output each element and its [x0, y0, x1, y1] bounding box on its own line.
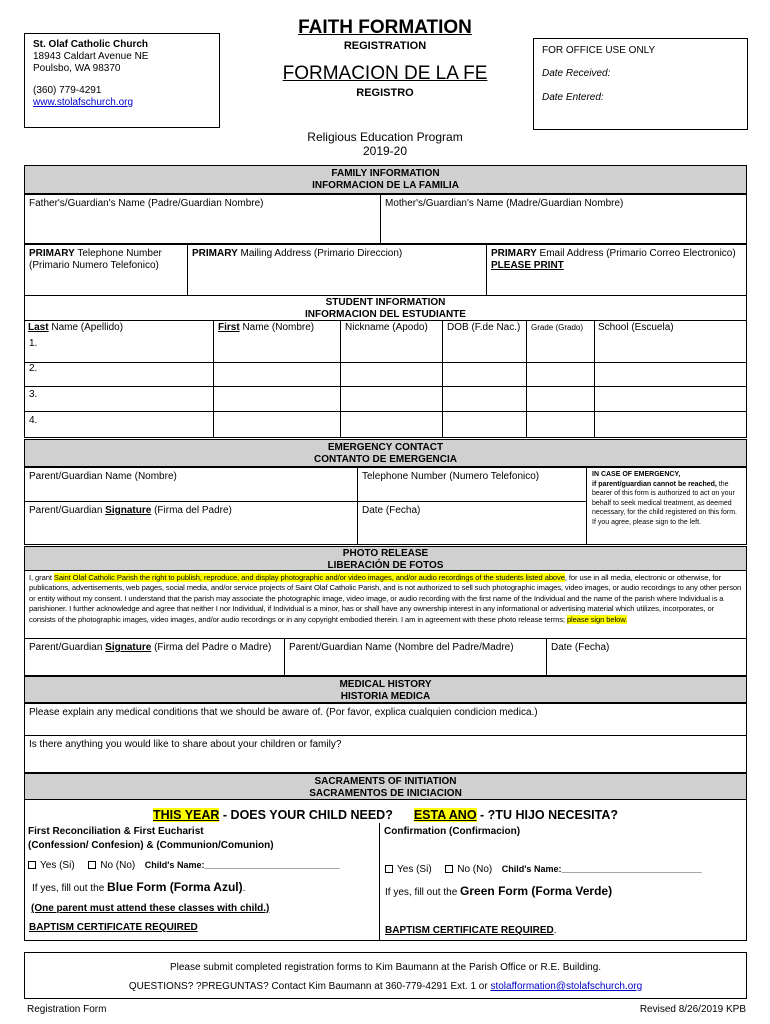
student-heading: STUDENT INFORMATION [325, 297, 446, 308]
photo-heading: PHOTO RELEASE [342, 548, 429, 559]
left-options [28, 860, 340, 871]
left-no: No (No) [100, 860, 136, 871]
footer-questions [25, 981, 746, 993]
left-baptism-required: BAPTISM CERTIFICATE REQUIRED [29, 922, 198, 933]
primary-phone-label: Telephone Number [74, 248, 162, 259]
parish-phone: (360) 779-4291 [33, 85, 102, 96]
primary-phone-bold: PRIMARY [29, 248, 75, 259]
parish-website-link[interactable]: www.stolafschurch.org [33, 97, 134, 108]
family-heading-es: INFORMACION DE LA FAMILIA [312, 180, 459, 191]
col-divider [526, 320, 527, 362]
col-dob: DOB (F.de Nac.) [447, 322, 521, 333]
sacraments-divider [379, 823, 380, 941]
date-received-label: Date Received: [542, 68, 611, 79]
family-section-header [24, 165, 747, 194]
right-if-yes [385, 884, 612, 898]
emergency-heading-es: CONTANTO DE EMERGENCIA [314, 454, 457, 465]
right-child-name[interactable]: Child's Name:____________________________ [501, 864, 702, 874]
blue-form: Blue Form (Forma Azul) [107, 880, 243, 894]
email-please-print: PLEASE PRINT [491, 260, 564, 271]
one-parent-note: (One parent must attend these classes with child.) [31, 903, 270, 914]
emergency-phone-label: Telephone Number (Numero Telefonico) [362, 471, 540, 482]
col-divider [213, 320, 214, 362]
father-name-field[interactable] [24, 194, 381, 244]
medical-q1: Please explain any medical conditions that we should be aware of. (Por favor, explica cualquien condicion medica.) [29, 707, 538, 718]
student-row-2[interactable]: 2. [29, 363, 38, 374]
photo-date-label: Date (Fecha) [551, 642, 610, 653]
footer-form-name: Registration Form [27, 1004, 107, 1015]
left-if-yes-text: If yes, fill out the [32, 883, 108, 894]
col-first-rest: Name (Nombre) [239, 322, 315, 333]
emergency-section-header [24, 439, 747, 467]
student-row-1[interactable]: 1. [29, 338, 38, 349]
checkbox-icon[interactable] [385, 865, 393, 873]
col-divider [340, 362, 341, 438]
mother-name-field[interactable] [380, 194, 747, 244]
col-first-name [218, 322, 314, 333]
confirmation-title: Confirmation (Confirmacion) [384, 826, 521, 837]
mailing-address-bold: PRIMARY [192, 248, 238, 259]
title-main: FAITH FORMATION [298, 17, 472, 38]
photo-sig-post: (Firma del Padre o Madre) [151, 642, 272, 653]
col-divider [213, 362, 214, 438]
col-school: School (Escuela) [598, 322, 674, 333]
photo-signature-field[interactable] [24, 638, 285, 676]
footer-box [24, 952, 747, 999]
row-divider [24, 362, 747, 363]
program-title [260, 130, 510, 158]
student-heading-es: INFORMACION DEL ESTUDIANTE [305, 309, 466, 320]
footer-questions-text: QUESTIONS? ?PREGUNTAS? Contact Kim Baumann at 360-779-4291 Ext. 1 or [128, 981, 491, 992]
emergency-date-label: Date (Fecha) [362, 505, 421, 516]
emergency-name-label: Parent/Guardian Name (Nombre) [29, 471, 177, 482]
need-question: - DOES YOUR CHILD NEED? [219, 808, 393, 822]
photo-name-field[interactable] [284, 638, 547, 676]
left-if-yes [32, 880, 245, 894]
sacraments-section-header [24, 773, 747, 800]
sacraments-heading-es: SACRAMENTOS DE INICIACION [309, 788, 462, 799]
left-sub: (Confession/ Confesion) & (Communion/Comunion) [28, 840, 274, 851]
student-row-3[interactable]: 3. [29, 389, 38, 400]
title-main-es: FORMACION DE LA FE [282, 63, 488, 84]
col-divider [594, 320, 595, 362]
emergency-date-field[interactable] [357, 501, 587, 545]
emergency-note [586, 467, 747, 545]
col-grade: Grade (Grado) [531, 323, 584, 332]
col-divider [594, 362, 595, 438]
right-yes: Yes (Si) [397, 864, 432, 875]
green-form: Green Form (Forma Verde) [460, 884, 613, 898]
esta-ano: ESTA ANO [413, 808, 477, 822]
note-bold-2: if parent/guardian cannot be reached, [592, 480, 717, 488]
parish-info-box [24, 33, 220, 128]
left-child-name[interactable]: Child's Name:___________________________ [144, 860, 340, 870]
photo-name-label: Parent/Guardian Name (Nombre del Padre/Madre) [289, 642, 514, 653]
parish-name: St. Olaf Catholic Church [33, 39, 149, 50]
form-title [260, 17, 510, 100]
title-sub-es: REGISTRO [356, 87, 414, 99]
checkbox-icon[interactable] [28, 861, 36, 869]
email-label: Email Address (Primario Correo Electronico) [536, 248, 736, 259]
program-year: 2019-20 [362, 144, 408, 158]
left-yes: Yes (Si) [40, 860, 75, 871]
parish-address-1: 18943 Caldart Avenue NE [33, 51, 149, 62]
student-table [24, 320, 747, 438]
footer-revised: Revised 8/26/2019 KPB [639, 1004, 746, 1015]
title-sub: REGISTRATION [343, 40, 427, 52]
col-divider [442, 320, 443, 362]
row-divider [24, 386, 747, 387]
office-heading: FOR OFFICE USE ONLY [542, 45, 656, 56]
photo-section-header [24, 546, 747, 571]
row-divider [24, 411, 747, 412]
blue-form-end: . [242, 883, 246, 894]
note-rest: the bearer of this form is authorized to act on your behalf to seek medical treatment, as deemed necessary, for the child registered on this form. If you agree, please sign to the left. [592, 480, 737, 526]
photo-heading-es: LIBERACIÓN DE FOTOS [327, 560, 444, 571]
footer-submit: Please submit completed registration forms to Kim Baumann at the Parish Office or R.E. Building. [169, 962, 602, 973]
emergency-heading: EMERGENCY CONTACT [327, 442, 444, 453]
office-use-box [533, 38, 748, 130]
col-last-name [28, 322, 123, 333]
program-name: Religious Education Program [307, 130, 463, 144]
note-bold-1: IN CASE OF EMERGENCY, [592, 471, 681, 478]
photo-sig-pre: Parent/Guardian [29, 642, 106, 653]
col-last-rest: Name (Apellido) [48, 322, 124, 333]
checkbox-icon[interactable] [445, 865, 453, 873]
mother-name-label: Mother's/Guardian's Name (Madre/Guardian Nombre) [385, 198, 624, 209]
mailing-address-field[interactable] [187, 244, 487, 296]
footer-email-link[interactable]: stolafformation@stolafschurch.org [490, 981, 643, 992]
col-last-underline: Last [28, 322, 49, 333]
medical-q2: Is there anything you would like to share about your children or family? [29, 739, 342, 750]
photo-release-text [24, 571, 747, 639]
sig-post: (Firma del Padre) [151, 505, 232, 516]
father-name-label: Father's/Guardian's Name (Padre/Guardian Nombre) [29, 198, 264, 209]
photo-text-highlight: Saint Olaf Catholic Parish the right to publish, reproduce, and display photographic and/or video images, and/or audio recordings of the students listed above [53, 573, 565, 582]
photo-text-mid: , for use in all media, electronic or otherwise, for publications, advertisements, web pages, social media, and/or service projects of Saint Olaf Catholic Parish, and is not authorized to sell such photographic images, video images, or audio recordings to any other person or entity without my consent. I understand that the parish may associate the photographic image, video image, or audio recording with the first name of the Individual and the name of the parish where Individual is a parishioner. I further acknowledge and agree that neither I nor Individual, if Individual is a minor, has or shall have any ownership interest in any informational or advertising material which utilizes, incorporates, or consists of the photographic images, video images, and/or audio recordings or in any copyright embodied therein. I am in agreement with these photo release terms; [29, 573, 742, 624]
right-if-yes-text: If yes, fill out the [385, 887, 461, 898]
right-baptism [385, 925, 557, 936]
col-nickname: Nickname (Apodo) [345, 322, 428, 333]
first-reconciliation-title [28, 825, 274, 853]
primary-phone-label-es: (Primario Numero Telefonico) [29, 260, 159, 271]
medical-section-header [24, 676, 747, 703]
mailing-address-label: Mailing Address (Primario Direccion) [237, 248, 403, 259]
photo-text-pre: I, grant [29, 573, 54, 582]
right-baptism-required: BAPTISM CERTIFICATE REQUIRED [385, 925, 554, 936]
sacraments-heading: SACRAMENTS OF INITIATION [314, 776, 457, 787]
need-question-es: - ?TU HIJO NECESITA? [476, 808, 618, 822]
date-entered-label: Date Entered: [542, 92, 604, 103]
parish-address-2: Poulsbo, WA 98370 [33, 63, 121, 74]
primary-phone-field[interactable] [24, 244, 188, 296]
medical-heading-es: HISTORIA MEDICA [340, 691, 431, 702]
medical-heading: MEDICAL HISTORY [339, 679, 432, 690]
photo-text-highlight-2: please sign below. [566, 614, 628, 624]
left-title: First Reconciliation & First Eucharist [28, 826, 204, 837]
student-section-header [24, 295, 747, 321]
right-options [385, 864, 702, 875]
col-divider [442, 362, 443, 438]
right-baptism-end: . [553, 925, 557, 936]
sig-bold: Signature [105, 505, 152, 516]
email-address-field[interactable] [486, 244, 747, 296]
sacraments-question [24, 808, 747, 823]
emergency-name-field[interactable] [24, 467, 358, 502]
col-first-underline: First [218, 322, 240, 333]
this-year: THIS YEAR [153, 808, 220, 822]
checkbox-icon[interactable] [88, 861, 96, 869]
email-bold: PRIMARY [491, 248, 537, 259]
medical-conditions-field[interactable] [24, 703, 747, 736]
emergency-signature-field[interactable] [24, 501, 358, 545]
emergency-phone-field[interactable] [357, 467, 587, 502]
col-divider [526, 362, 527, 438]
sig-pre: Parent/Guardian [29, 505, 106, 516]
photo-date-field[interactable] [546, 638, 747, 676]
student-row-4[interactable]: 4. [29, 415, 38, 426]
col-divider [340, 320, 341, 362]
right-no: No (No) [457, 864, 493, 875]
photo-sig-bold: Signature [105, 642, 152, 653]
family-share-field[interactable] [24, 735, 747, 773]
family-heading: FAMILY INFORMATION [331, 168, 440, 179]
